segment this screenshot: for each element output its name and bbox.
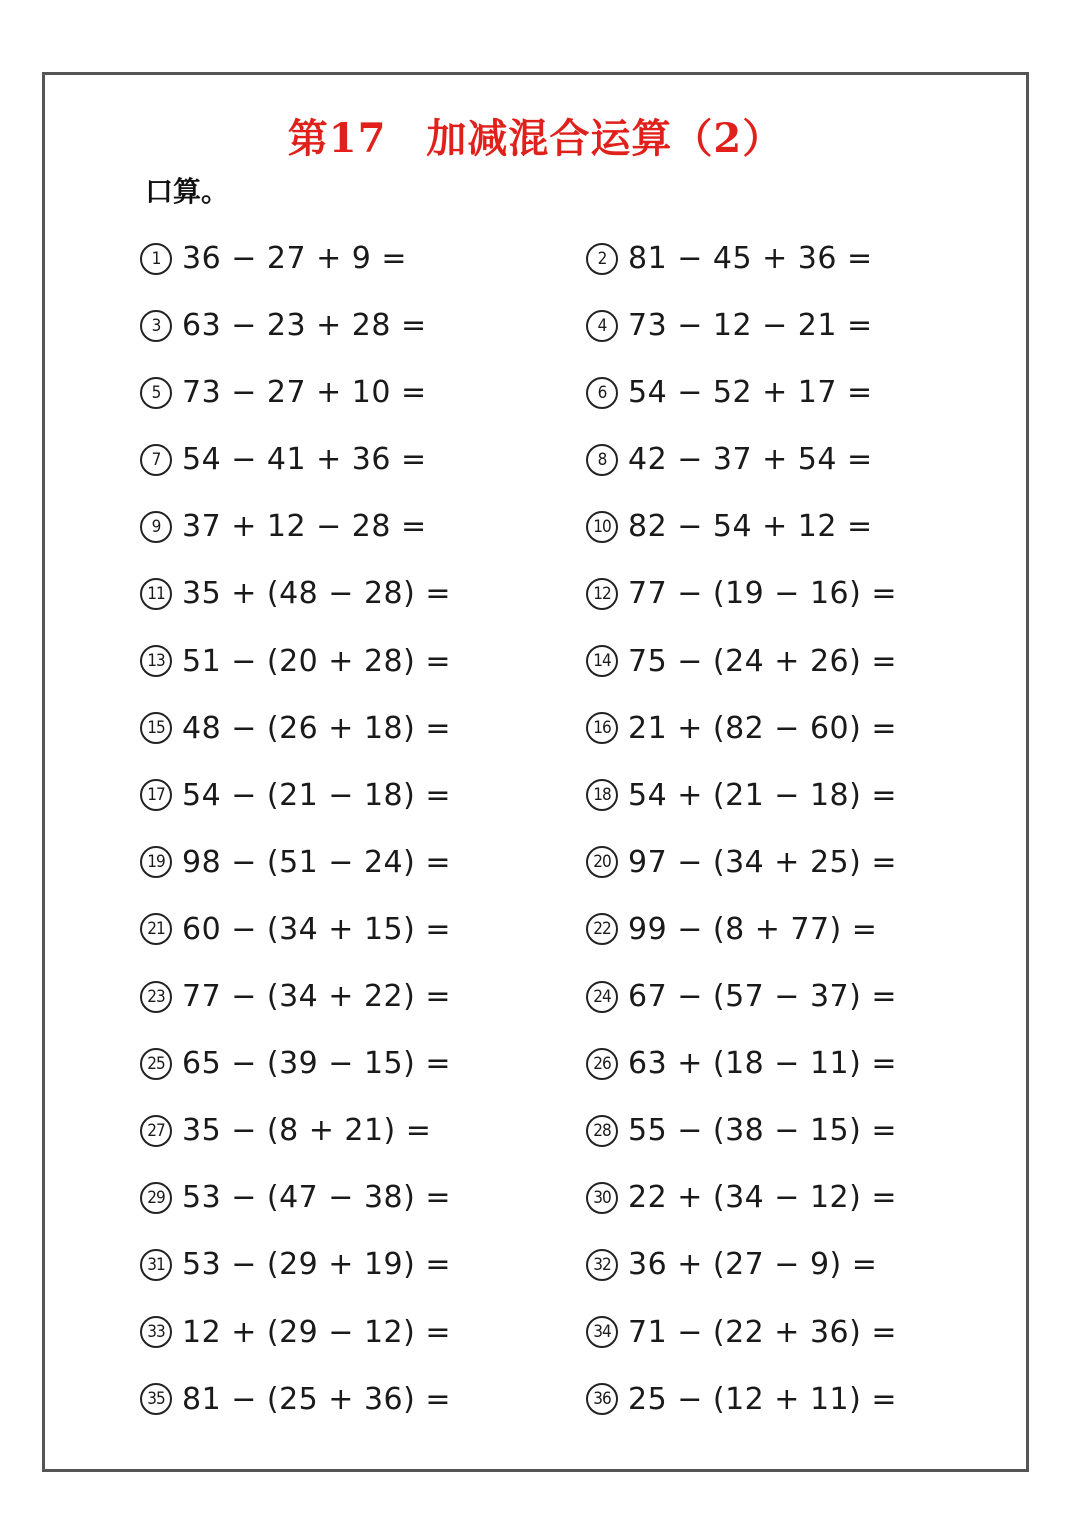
problem-item <box>586 1164 940 1231</box>
problem-item <box>140 493 586 560</box>
problem-item <box>586 695 940 762</box>
problem-item <box>586 426 940 493</box>
problem-expression: 77 − (34 + 22) = <box>182 979 452 1015</box>
problem-expression: 42 − 37 + 54 = <box>628 442 873 478</box>
problem-number-badge: 34 <box>586 1316 618 1348</box>
problem-expression: 82 − 54 + 12 = <box>628 509 873 545</box>
problem-expression: 25 − (12 + 11) = <box>628 1381 898 1417</box>
problem-number-badge: 30 <box>586 1182 618 1214</box>
problem-expression: 60 − (34 + 15) = <box>182 911 452 947</box>
problem-expression: 63 − 23 + 28 = <box>182 308 427 344</box>
problem-number-badge: 26 <box>586 1048 618 1080</box>
problem-number-badge: 15 <box>140 712 172 744</box>
problem-expression: 36 − 27 + 9 = <box>182 241 408 276</box>
problem-number-badge: 24 <box>586 981 618 1013</box>
problem-item <box>140 1299 586 1366</box>
problem-number-badge: 28 <box>586 1115 618 1147</box>
problem-item <box>586 1366 940 1433</box>
title-lesson-number: 第17 <box>287 115 387 162</box>
problem-expression: 75 − (24 + 26) = <box>628 643 898 679</box>
problem-expression: 53 − (29 + 19) = <box>182 1247 452 1283</box>
problem-expression: 37 + 12 − 28 = <box>182 509 427 545</box>
problem-expression: 54 − 41 + 36 = <box>182 442 427 478</box>
problem-item <box>140 829 586 896</box>
problem-item <box>140 292 586 359</box>
problem-expression: 51 − (20 + 28) = <box>182 643 452 679</box>
problem-number-badge: 25 <box>140 1048 172 1080</box>
problem-number-badge: 31 <box>140 1249 172 1281</box>
instruction-text: 口算。 <box>145 175 230 208</box>
problem-expression: 12 + (29 − 12) = <box>182 1314 452 1350</box>
problem-expression: 22 + (34 − 12) = <box>628 1180 898 1216</box>
title-topic: 加减混合运算（2） <box>426 115 784 162</box>
problem-expression: 35 + (48 − 28) = <box>182 576 452 612</box>
problem-item <box>586 225 940 292</box>
problem-item <box>140 1164 586 1231</box>
problem-item <box>140 1366 586 1433</box>
problem-number-badge: 33 <box>140 1316 172 1348</box>
problem-item <box>586 1231 940 1298</box>
problem-expression: 21 + (82 − 60) = <box>628 710 898 746</box>
problem-item <box>586 560 940 627</box>
problem-expression: 35 − (8 + 21) = <box>182 1113 432 1149</box>
problem-item <box>140 628 586 695</box>
problem-number-badge: 35 <box>140 1383 172 1415</box>
problem-item <box>586 628 940 695</box>
problem-number-badge: 12 <box>586 578 618 610</box>
problem-item <box>140 963 586 1030</box>
problem-number-badge: 6 <box>586 377 618 409</box>
problem-item <box>140 762 586 829</box>
problem-number-badge: 2 <box>586 243 618 275</box>
problem-item <box>586 359 940 426</box>
problem-item <box>586 1097 940 1164</box>
problem-number-badge: 14 <box>586 645 618 677</box>
problem-item <box>586 1030 940 1097</box>
problem-item <box>586 762 940 829</box>
problem-item <box>140 1097 586 1164</box>
problem-expression: 65 − (39 − 15) = <box>182 1046 452 1082</box>
problem-item <box>140 560 586 627</box>
problem-expression: 63 + (18 − 11) = <box>628 1046 898 1082</box>
problem-expression: 53 − (47 − 38) = <box>182 1180 452 1216</box>
problem-number-badge: 5 <box>140 377 172 409</box>
problem-expression: 54 + (21 − 18) = <box>628 777 898 813</box>
problem-number-badge: 19 <box>140 846 172 878</box>
problem-number-badge: 3 <box>140 310 172 342</box>
problem-number-badge: 13 <box>140 645 172 677</box>
problem-expression: 73 − 12 − 21 = <box>628 308 873 344</box>
problem-expression: 98 − (51 − 24) = <box>182 844 452 880</box>
problem-expression: 81 − (25 + 36) = <box>182 1381 452 1417</box>
problem-item <box>586 493 940 560</box>
problem-item <box>140 426 586 493</box>
problem-number-badge: 8 <box>586 444 618 476</box>
problem-expression: 54 − (21 − 18) = <box>182 777 452 813</box>
problem-number-badge: 16 <box>586 712 618 744</box>
problem-expression: 77 − (19 − 16) = <box>628 576 898 612</box>
problem-number-badge: 29 <box>140 1182 172 1214</box>
problem-grid <box>140 225 940 1433</box>
problem-expression: 36 + (27 − 9) = <box>628 1247 878 1283</box>
problem-expression: 67 − (57 − 37) = <box>628 979 898 1015</box>
problem-number-badge: 32 <box>586 1249 618 1281</box>
problem-item <box>586 829 940 896</box>
problem-expression: 55 − (38 − 15) = <box>628 1113 898 1149</box>
problem-number-badge: 4 <box>586 310 618 342</box>
problem-expression: 97 − (34 + 25) = <box>628 844 898 880</box>
problem-number-badge: 9 <box>140 511 172 543</box>
problem-item <box>586 963 940 1030</box>
problem-item <box>140 1231 586 1298</box>
problem-expression: 48 − (26 + 18) = <box>182 710 452 746</box>
problem-number-badge: 27 <box>140 1115 172 1147</box>
problem-item <box>586 1299 940 1366</box>
problem-number-badge: 11 <box>140 578 172 610</box>
worksheet-frame <box>42 72 1029 1472</box>
problem-item <box>140 695 586 762</box>
page-title <box>45 115 1026 163</box>
problem-number-badge: 18 <box>586 779 618 811</box>
problem-number-badge: 7 <box>140 444 172 476</box>
problem-expression: 99 − (8 + 77) = <box>628 911 878 947</box>
problem-number-badge: 23 <box>140 981 172 1013</box>
problem-item <box>586 292 940 359</box>
problem-item <box>586 896 940 963</box>
problem-expression: 73 − 27 + 10 = <box>182 375 427 411</box>
problem-number-badge: 21 <box>140 913 172 945</box>
problem-number-badge: 20 <box>586 846 618 878</box>
problem-expression: 54 − 52 + 17 = <box>628 375 873 411</box>
problem-number-badge: 17 <box>140 779 172 811</box>
problem-number-badge: 10 <box>586 511 618 543</box>
problem-number-badge: 22 <box>586 913 618 945</box>
problem-item <box>140 1030 586 1097</box>
problem-item <box>140 225 586 292</box>
problem-number-badge: 1 <box>140 243 172 275</box>
problem-expression: 81 − 45 + 36 = <box>628 241 873 276</box>
problem-expression: 71 − (22 + 36) = <box>628 1314 898 1350</box>
problem-number-badge: 36 <box>586 1383 618 1415</box>
problem-item <box>140 359 586 426</box>
problem-item <box>140 896 586 963</box>
